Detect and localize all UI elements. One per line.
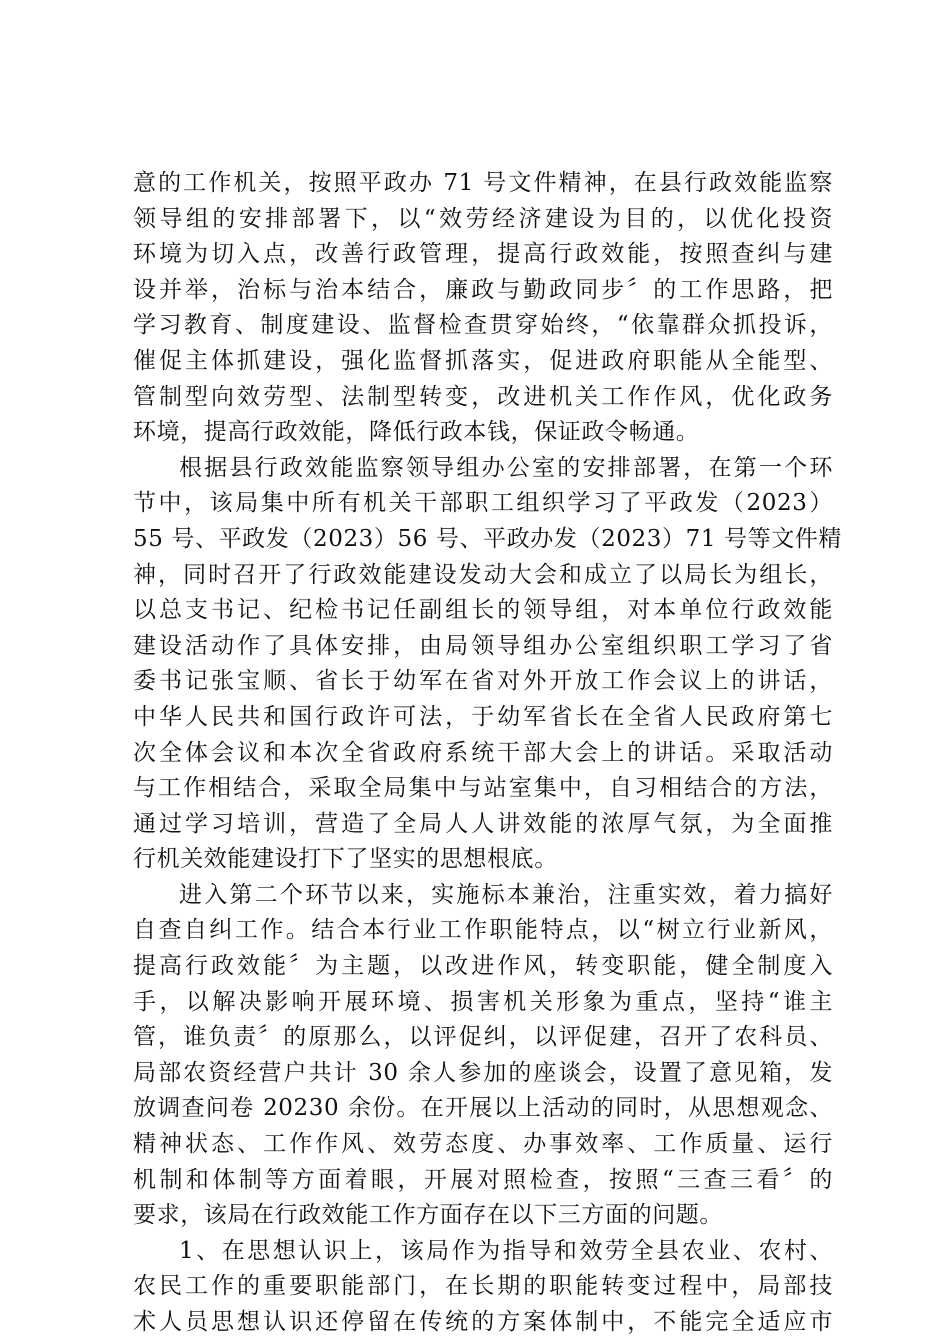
text-line: 术人员思想认识还停留在传统的方案体制中，不能完全适应市 (133, 1309, 833, 1335)
text-line: 环境为切入点，改善行政管理，提高行政效能，按照查纠与建 (133, 241, 833, 268)
text-line: 放调查问卷 20230 余份。在开展以上活动的同时，从思想观念、 (133, 1095, 833, 1122)
text-line: 节中，该局集中所有机关干部职工组织学习了平政发（2023） (133, 490, 833, 517)
text-line: 自查自纠工作。结合本行业工作职能特点，以“树立行业新风， (133, 917, 833, 944)
text-line: 设并举，治标与治本结合，廉政与勤政同步〞的工作思路，把 (133, 276, 833, 303)
paragraph-2 (133, 451, 842, 878)
text-line: 领导组的安排部署下，以“效劳经济建设为目的，以优化投资 (133, 205, 833, 232)
text-line: 手，以解决影响开展环境、损害机关形象为重点，坚持“谁主 (133, 988, 833, 1015)
text-line: 管，谁负责〞的原那么，以评促纠，以评促建，召开了农科员、 (133, 1024, 833, 1051)
text-line: 精神状态、工作作风、效劳态度、办事效率、工作质量、运行 (133, 1131, 833, 1158)
text-line: 神，同时召开了行政效能建设发动大会和成立了以局长为组长， (133, 561, 833, 588)
text-line: 以总支书记、纪检书记任副组长的领导组，对本单位行政效能 (133, 597, 833, 624)
text-line: 环境，提高行政效能，降低行政本钱，保证政令畅通。 (133, 419, 700, 446)
text-line: 意的工作机关，按照平政办 71 号文件精神，在县行政效能监察 (133, 170, 833, 196)
text-line: 中华人民共和国行政许可法，于幼军省长在全省人民政府第七 (133, 703, 833, 730)
text-line: 次全体会议和本次全省政府系统干部大会上的讲话。采取活动 (133, 739, 833, 766)
text-line: 根据县行政效能监察领导组办公室的安排部署，在第一个环 (179, 454, 833, 481)
text-line: 催促主体抓建设，强化监督抓落实，促进政府职能从全能型、 (133, 347, 833, 374)
paragraph-3 (133, 878, 833, 1234)
text-line: 进入第二个环节以来，实施标本兼治，注重实效，着力搞好 (179, 881, 833, 908)
text-line: 学习教育、制度建设、监督检查贯穿始终，“依靠群众抓投诉， (133, 312, 833, 339)
text-line: 农民工作的重要职能部门，在长期的职能转变过程中，局部技 (133, 1273, 833, 1300)
paragraph-4 (133, 1234, 833, 1341)
text-line: 与工作相结合，采取全局集中与站室集中，自习相结合的方法， (133, 775, 833, 802)
document-body (133, 166, 842, 1341)
text-line: 管制型向效劳型、法制型转变，改进机关工作作风，优化政务 (133, 383, 833, 410)
text-line: 要求，该局在行政效能工作方面存在以下三方面的问题。 (133, 1202, 723, 1229)
text-line: 委书记张宝顺、省长于幼军在省对外开放工作会议上的讲话， (133, 668, 833, 695)
text-line: 局部农资经营户共计 30 余人参加的座谈会，设置了意见箱，发 (133, 1059, 833, 1086)
text-line: 55 号、平政发（2023）56 号、平政办发（2023）71 号等文件精 (133, 525, 842, 552)
text-line: 机制和体制等方面着眼，开展对照检查，按照“三查三看〞的 (133, 1166, 833, 1193)
text-line: 1、在思想认识上，该局作为指导和效劳全县农业、农村、 (179, 1237, 833, 1264)
text-line: 提高行政效能〞为主题，以改进作风，转变职能，健全制度入 (133, 953, 833, 980)
paragraph-1 (133, 166, 833, 451)
text-line: 建设活动作了具体安排，由局领导组办公室组织职工学习了省 (133, 632, 833, 659)
text-line: 行机关效能建设打下了坚实的思想根底。 (133, 846, 558, 873)
text-line: 通过学习培训，营造了全局人人讲效能的浓厚气氛，为全面推 (133, 810, 833, 837)
